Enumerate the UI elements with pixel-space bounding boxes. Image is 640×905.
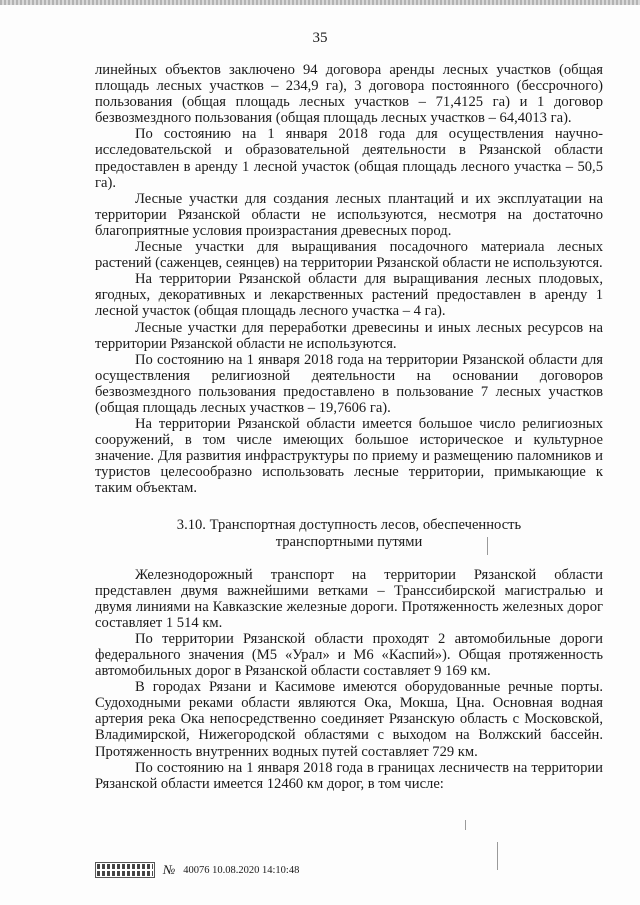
registry-logo-icon [95,862,155,878]
paragraph: Лесные участки для создания лесных плантаций и их эксплуатации на территории Рязанской области не используются, несмотря на достаточно благоприятные условия произрастания древесных пород. [95,190,603,239]
paragraph: Лесные участки для переработки древесины и иных лесных ресурсов на территории Рязанской области не используются. [95,319,603,352]
paragraph: По состоянию на 1 января 2018 года для осуществления научно-исследовательской и образовательной деятельности в Рязанской области предоставлен в аренду 1 лесной участок (общая площадь лесного участка – 50,5 га). [95,126,603,191]
paragraph: На территории Рязанской области для выращивания лесных плодовых, ягодных, декоративных и лекарственных растений предоставлен в аренду 1 лесной участок (общая площадь лесного участка – 4 га). [95,271,603,320]
number-sign: № [163,862,176,877]
paragraph: По территории Рязанской области проходят 2 автомобильные дороги федерального значения (М5 «Урал» и М6 «Каспий»). Общая протяженность автомобильных дорог в Рязанской области составляет 9 169 км. [95,630,603,680]
paragraph: Лесные участки для выращивания посадочного материала лесных растений (саженцев, сеянцев) на территории Рязанской области не используются. [95,239,603,272]
paragraph: На территории Рязанской области имеется большое число религиозных сооружений, в том числе имеющих большое историческое и культурное значение. Для развития инфраструктуры по приему и размещению паломников и туристов целесообразно использовать лесные территории, примыкающие к таким объектам. [95,416,603,497]
scan-edge-strip [0,0,640,5]
scan-artifact [497,842,498,870]
registration-footer [95,862,299,878]
section-heading [95,517,603,551]
document-body [95,62,603,792]
paragraph: Железнодорожный транспорт на территории Рязанской области представлен двумя важнейшими ветками – Транссибирской магистралью и двумя линиями на Кавказские железные дороги. Протяженность железных дорог составляет 1 514 км. [95,566,603,631]
paragraph: По состоянию на 1 января 2018 года на территории Рязанской области для осуществления религиозной деятельности на основании договоров безвозмездного пользования предоставлено в пользование 7 лесных участков (общая площадь лесных участков – 19,7606 га). [95,351,603,416]
paragraph: По состоянию на 1 января 2018 года в границах лесничеств на территории Рязанской области имеется 12460 км дорог, в том числе: [95,759,603,792]
paragraph: В городах Рязани и Касимове имеются оборудованные речные порты. Судоходными реками области являются Ока, Мокша, Цна. Основная водная артерия река Ока непосредственно соединяет Рязанскую область с Московской, Владимирской, Нижегородской областями с выходом на Волжский бассейн. Протяженность внутренних водных путей составляет 729 км. [95,679,603,760]
section-heading-line: 3.10. Транспортная доступность лесов, обеспеченность [176,516,522,533]
scan-artifact [487,537,488,555]
page-number: 35 [312,30,328,46]
paragraph: линейных объектов заключено 94 договора аренды лесных участков (общая площадь лесных участков – 234,9 га), 3 договора постоянного (бессрочного) пользования (общая площадь лесных участков – 71,4125 га) и 1 договор безвозмездного пользования (общая площадь лесных участков – 64,4013 га). [95,62,603,127]
registration-stamp: 40076 10.08.2020 14:10:48 [183,864,300,876]
section-heading-line: транспортными путями [275,533,423,550]
scan-artifact [465,820,466,830]
